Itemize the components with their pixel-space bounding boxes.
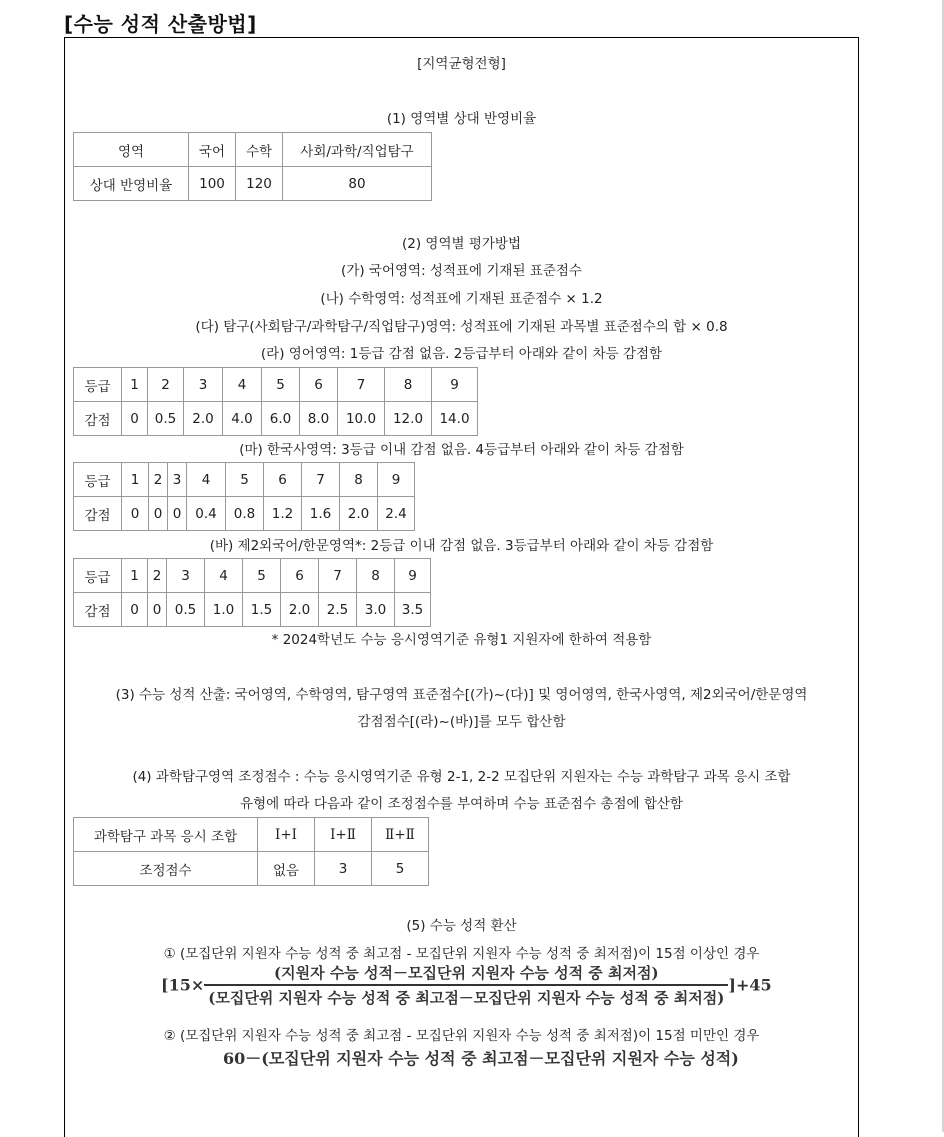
section2-title: (2) 영역별 평가방법 (402, 236, 521, 252)
table-cell: 2.4 (378, 497, 415, 531)
table-cell: 3 (315, 852, 372, 886)
table-cell: Ⅰ+Ⅰ (258, 818, 315, 852)
table-cell: 1.2 (264, 497, 302, 531)
table-row (74, 497, 415, 531)
table-cell: 0 (168, 497, 187, 531)
table-cell: 7 (338, 368, 385, 402)
table-cell: 6 (264, 463, 302, 497)
table-cell: Ⅰ+Ⅱ (315, 818, 372, 852)
table-cell: 8 (340, 463, 378, 497)
table-cell: 등급 (74, 463, 122, 497)
table-cell: 4 (187, 463, 226, 497)
table-cell: 영역 (74, 133, 189, 167)
table-cell: 1 (122, 559, 148, 593)
table-cell: 5 (243, 559, 281, 593)
table-cell: 2.0 (340, 497, 378, 531)
rule-ga: (가) 국어영역: 성적표에 기재된 표준점수 (341, 263, 582, 279)
table-row (74, 463, 415, 497)
table-cell: 국어 (189, 133, 236, 167)
table-cell: 5 (372, 852, 429, 886)
table-row (74, 368, 478, 402)
formula1-numerator: (지원자 수능 성적－모집단위 지원자 수능 성적 중 최저점) (204, 962, 728, 986)
foreign-language-deduction-table (73, 558, 431, 627)
table-cell: 6 (300, 368, 338, 402)
table-cell: 8 (357, 559, 395, 593)
table-cell: 0.4 (187, 497, 226, 531)
section4-line1: (4) 과학탐구영역 조정점수 : 수능 응시영역기준 유형 2-1, 2-2 모집단위 지원자는 수능 과학탐구 과목 응시 조합 (132, 769, 791, 785)
table-cell: 14.0 (432, 402, 478, 436)
table-cell: 0 (122, 497, 149, 531)
table-cell: 상대 반영비율 (74, 167, 189, 201)
formula-case1 (161, 962, 772, 1008)
english-deduction-table (73, 367, 478, 436)
table-cell: 0.8 (226, 497, 264, 531)
table-row (74, 559, 431, 593)
table-cell: 10.0 (338, 402, 385, 436)
rule-ma: (마) 한국사영역: 3등급 이내 감점 없음. 4등급부터 아래와 같이 차등 감점함 (239, 442, 684, 458)
table-cell: 9 (395, 559, 431, 593)
table-cell: 8.0 (300, 402, 338, 436)
table-cell: 1.0 (205, 593, 243, 627)
table-row (74, 818, 429, 852)
table-cell: 0 (122, 593, 148, 627)
table-cell: 3.5 (395, 593, 431, 627)
table-cell: 0.5 (148, 402, 184, 436)
table-cell: 8 (385, 368, 432, 402)
table-cell: Ⅱ+Ⅱ (372, 818, 429, 852)
section-heading: [지역균형전형] (417, 56, 506, 72)
case1-condition: ① (모집단위 지원자 수능 성적 중 최고점 - 모집단위 지원자 수능 성적 중 최저점)이 15점 이상인 경우 (163, 946, 760, 962)
table-cell: 9 (378, 463, 415, 497)
formula1-fraction (204, 962, 728, 1008)
table-cell: 5 (262, 368, 300, 402)
table-cell: 0.5 (167, 593, 205, 627)
table-cell: 7 (302, 463, 340, 497)
formula1-suffix: ]+45 (728, 975, 772, 995)
table-cell: 조정점수 (74, 852, 258, 886)
table-cell: 2.5 (319, 593, 357, 627)
table-cell: 1 (122, 368, 148, 402)
content-box (64, 37, 859, 1137)
page-title: [수능 성적 산출방법] (64, 12, 257, 36)
section1-title: (1) 영역별 상대 반영비율 (386, 111, 537, 127)
table-row (74, 133, 432, 167)
formula1-prefix: [15× (161, 975, 205, 995)
table-cell: 감점 (74, 402, 122, 436)
table-cell: 등급 (74, 368, 122, 402)
table-cell: 2.0 (184, 402, 223, 436)
table-cell: 3 (184, 368, 223, 402)
table-cell: 1.6 (302, 497, 340, 531)
table-row (74, 167, 432, 201)
table-cell: 2.0 (281, 593, 319, 627)
table-cell: 감점 (74, 593, 122, 627)
table-cell: 2 (148, 559, 167, 593)
rule-ba: (바) 제2외국어/한문영역*: 2등급 이내 감점 없음. 3등급부터 아래와 같이 차등 감점함 (209, 538, 714, 554)
table-cell: 과학탐구 과목 응시 조합 (74, 818, 258, 852)
table-row (74, 402, 478, 436)
table-cell: 100 (189, 167, 236, 201)
table-cell: 없음 (258, 852, 315, 886)
table-cell: 6 (281, 559, 319, 593)
table-cell: 1 (122, 463, 149, 497)
table-cell: 3 (167, 559, 205, 593)
section3-line2: 감점점수[(라)~(바)]를 모두 합산함 (357, 714, 566, 730)
table-cell: 수학 (236, 133, 283, 167)
footnote: * 2024학년도 수능 응시영역기준 유형1 지원자에 한하여 적용함 (271, 632, 652, 648)
table-cell: 사회/과학/직업탐구 (283, 133, 432, 167)
history-deduction-table (73, 462, 415, 531)
table-cell: 5 (226, 463, 264, 497)
table-cell: 6.0 (262, 402, 300, 436)
section4-line2: 유형에 따라 다음과 같이 조정점수를 부여하며 수능 표준점수 총점에 합산함 (240, 796, 683, 812)
table-cell: 1.5 (243, 593, 281, 627)
table-cell: 0 (148, 593, 167, 627)
table-row (74, 852, 429, 886)
section5-title: (5) 수능 성적 환산 (406, 918, 517, 934)
table-row (74, 593, 431, 627)
table-cell: 3 (168, 463, 187, 497)
table-cell: 2 (149, 463, 168, 497)
formula-case2: 60－(모집단위 지원자 수능 성적 중 최고점－모집단위 지원자 수능 성적) (223, 1049, 739, 1068)
table-cell: 9 (432, 368, 478, 402)
table-cell: 2 (148, 368, 184, 402)
table-cell: 4.0 (223, 402, 262, 436)
table-cell: 등급 (74, 559, 122, 593)
table-cell: 3.0 (357, 593, 395, 627)
formula1-denominator: (모집단위 지원자 수능 성적 중 최고점－모집단위 지원자 수능 성적 중 최저점) (208, 989, 725, 1007)
table-cell: 0 (122, 402, 148, 436)
table-cell: 0 (149, 497, 168, 531)
rule-ra: (라) 영어영역: 1등급 감점 없음. 2등급부터 아래와 같이 차등 감점함 (260, 346, 663, 362)
table-cell: 80 (283, 167, 432, 201)
case2-condition: ② (모집단위 지원자 수능 성적 중 최고점 - 모집단위 지원자 수능 성적 중 최저점)이 15점 미만인 경우 (163, 1028, 760, 1044)
section3-line1: (3) 수능 성적 산출: 국어영역, 수학영역, 탐구영역 표준점수[(가)~(다)] 및 영어영역, 한국사영역, 제2외국어/한문영역 (115, 687, 808, 703)
table-cell: 4 (223, 368, 262, 402)
table-cell: 4 (205, 559, 243, 593)
rule-da: (다) 탐구(사회탐구/과학탐구/직업탐구)영역: 성적표에 기재된 과목별 표준점수의 합 × 0.8 (195, 319, 728, 335)
table-cell: 12.0 (385, 402, 432, 436)
ratio-table (73, 132, 432, 201)
science-adjustment-table (73, 817, 429, 886)
table-cell: 7 (319, 559, 357, 593)
table-cell: 120 (236, 167, 283, 201)
rule-na: (나) 수학영역: 성적표에 기재된 표준점수 × 1.2 (320, 291, 603, 307)
table-cell: 감점 (74, 497, 122, 531)
